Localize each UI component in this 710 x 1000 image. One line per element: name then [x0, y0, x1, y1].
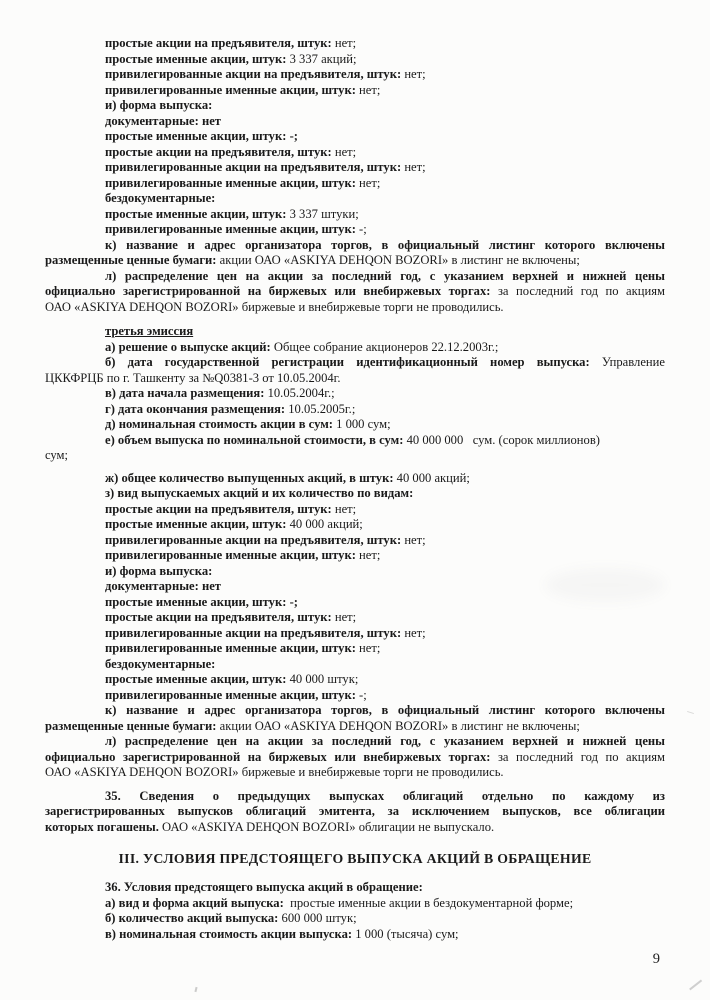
spacer [45, 781, 665, 789]
text-line: бездокументарные: [105, 191, 216, 205]
text-line: простые именные акции, штук: 3 337 штуки; [105, 206, 359, 221]
text-line: простые акции на предъявителя, штук: нет; [105, 36, 357, 50]
spacer [45, 835, 665, 849]
text-line: привилегированные именные акции, штук: нет; [105, 82, 381, 97]
text-line: простые именные акции, штук: -; [105, 594, 298, 609]
text-line: л) распределение цен на акции за последний год, с указанием верхней и нижней цены [105, 268, 665, 283]
text-line: простые акции на предъявителя, штук: нет; [105, 501, 357, 516]
text-line: ОАО «ASKIYA DEHQON BOZORI» биржевые и внебиржевые торги не проводились. [45, 765, 504, 779]
text-line: официально зарегистрированной на биржевых или внебиржевых торгах: за последний год по акциям [45, 284, 665, 298]
scan-artifact [194, 987, 197, 992]
text-line: ОАО «ASKIYA DEHQON BOZORI» биржевые и внебиржевые торги не проводились. [45, 299, 504, 314]
text-line: привилегированные именные акции, штук: нет; [105, 548, 381, 562]
text-line: а) вид и форма акций выпуска: простые именные акции в бездокументарной форме; [105, 895, 574, 910]
text-line: простые именные акции, штук: 3 337 акций; [105, 51, 357, 66]
scan-artifact [687, 711, 694, 714]
text-line: б) дата государственной регистрации идентификационный номер выпуска: Управление [105, 355, 665, 369]
text-line: привилегированные акции на предъявителя, штук: нет; [105, 625, 426, 640]
text-line: простые акции на предъявителя, штук: нет; [105, 610, 357, 624]
text-line: размещенные ценные бумаги: акции ОАО «ASKIYA DEHQON BOZORI» в листинг не включены; [45, 718, 580, 733]
text-line: 35. Сведения о предыдущих выпусках облигаций отдельно по каждому из [105, 788, 665, 803]
text-line: б) количество акций выпуска: 600 000 штук; [105, 911, 357, 925]
text-line: и) форма выпуска: [105, 98, 213, 112]
text-line: простые именные акции, штук: 40 000 штук; [105, 672, 359, 686]
text-line: простые именные акции, штук: 40 000 акций; [105, 517, 363, 531]
spacer [45, 869, 665, 880]
text-line: привилегированные именные акции, штук: нет; [105, 175, 381, 190]
text-line: зарегистрированных выпусков облигаций эмитента, за исключением выпусков, все облигации [45, 804, 665, 818]
text-line: размещенные ценные бумаги: акции ОАО «ASKIYA DEHQON BOZORI» в листинг не включены; [45, 253, 580, 267]
text-line: простые именные акции, штук: -; [105, 129, 298, 143]
text-line: привилегированные именные акции, штук: -; [105, 687, 367, 702]
text-line: привилегированные именные акции, штук: -; [105, 222, 367, 236]
text-line: привилегированные акции на предъявителя, штук: нет; [105, 160, 426, 174]
text-line: 36. Условия предстоящего выпуска акций в обращение: [105, 880, 423, 894]
spacer [45, 315, 665, 324]
text-line: привилегированные акции на предъявителя, штук: нет; [105, 532, 426, 547]
text-line: л) распределение цен на акции за последний год, с указанием верхней и нижней цены [105, 734, 665, 748]
text-line: простые акции на предъявителя, штук: нет; [105, 144, 357, 159]
text-line: в) номинальная стоимость акции выпуска: 1 000 (тысяча) сум; [105, 926, 459, 941]
text-line: к) название и адрес организатора торгов, в официальный листинг которого включены [105, 237, 665, 252]
text-line: д) номинальная стоимость акции в сум: 1 000 сум; [105, 417, 391, 431]
text-line: документарные: нет [105, 579, 221, 593]
section-heading: третья эмиссия [105, 324, 194, 338]
text-line: е) объем выпуска по номинальной стоимости, в сум: 40 000 000 сум. (сорок миллионов) [105, 432, 600, 447]
text-line: а) решение о выпуске акций: Общее собрание акционеров 22.12.2003г.; [105, 339, 499, 354]
text-line: и) форма выпуска: [105, 563, 213, 578]
text-line: бездокументарные: [105, 656, 216, 671]
text-line: в) дата начала размещения: 10.05.2004г.; [105, 386, 335, 400]
scan-smudge [545, 568, 665, 602]
text-line: сум; [45, 448, 69, 462]
scan-artifact [689, 980, 702, 990]
text-line: которых погашены. ОАО «ASKIYA DEHQON BOZORI» облигации не выпускало. [45, 819, 495, 834]
document-lines [45, 36, 665, 942]
text-line: г) дата окончания размещения: 10.05.2005г.; [105, 401, 356, 416]
text-line: ЦККФРЦБ по г. Ташкенту за №Q0381-3 от 10.05.2004г. [45, 370, 341, 385]
main-heading: III. УСЛОВИЯ ПРЕДСТОЯЩЕГО ВЫПУСКА АКЦИЙ В ОБРАЩЕНИЕ [118, 851, 592, 866]
page-number: 9 [652, 951, 660, 967]
text-line: привилегированные именные акции, штук: нет; [105, 641, 381, 655]
text-line: документарные: нет [105, 113, 221, 128]
spacer [45, 464, 665, 471]
text-line: привилегированные акции на предъявителя, штук: нет; [105, 67, 426, 81]
text-line: ж) общее количество выпущенных акций, в штук: 40 000 акций; [105, 470, 470, 485]
text-line: к) название и адрес организатора торгов, в официальный листинг которого включены [105, 703, 665, 717]
text-line: официально зарегистрированной на биржевых или внебиржевых торгах: за последний год по акциям [45, 749, 665, 764]
text-line: з) вид выпускаемых акций и их количество по видам: [105, 486, 414, 500]
